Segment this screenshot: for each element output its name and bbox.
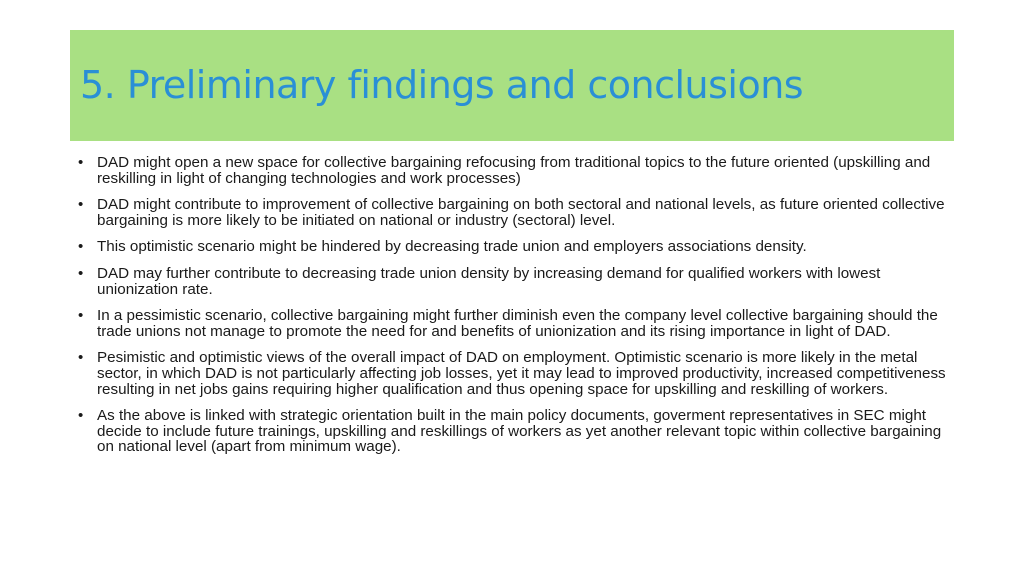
bullet-item [78,239,954,255]
bullet-icon: • [78,307,84,325]
bullet-text: DAD might open a new space for collective bargaining refocusing from traditional topics to the future oriented (upskilling and reskilling in light of changing technologies and work processes) [97,154,931,187]
bullet-item [78,266,954,297]
bullet-text: Pesimistic and optimistic views of the overall impact of DAD on employment. Optimistic scenario is more likely in the metal sector, in which DAD is not particularly affecting job losses, yet it may lead to improved productivity, increased competitiveness resulting in net jobs gains requiring higher qualification and thus opening space for upskilling and reskilling of workers. [97,349,946,398]
bullet-icon: • [78,196,84,214]
bullet-text: In a pessimistic scenario, collective bargaining might further diminish even the company level collective bargaining should the trade unions not manage to promote the need for and benefits of unionization and its rising importance in light of DAD. [97,307,938,340]
bullet-item [78,197,954,228]
title-band [70,30,954,141]
bullet-text: This optimistic scenario might be hindered by decreasing trade union and employers associations density. [97,238,807,256]
bullet-item [78,408,954,455]
bullet-item [78,308,954,339]
bullet-icon: • [78,154,84,171]
bullet-icon: • [78,238,84,256]
bullet-text: As the above is linked with strategic orientation built in the main policy documents, goverment representatives in SEC might decide to include future trainings, upskilling and reskillings of workers as yet another relevant topic within collective bargaining on national level (apart from minimum wage). [97,407,942,456]
slide-title: 5. Preliminary findings and conclusions [80,63,804,107]
bullet-item [78,350,954,397]
bullet-text: DAD may further contribute to decreasing trade union density by increasing demand for qualified workers with lowest unionization rate. [97,264,881,298]
bullet-icon: • [78,349,84,367]
bullet-icon: • [78,264,84,282]
bullet-list [78,155,954,466]
bullet-icon: • [78,407,84,425]
bullet-text: DAD might contribute to improvement of collective bargaining on both sectoral and national levels, as future oriented collective bargaining is more likely to be initiated on national or industry (sectoral) level. [97,196,945,229]
bullet-item [78,155,954,186]
